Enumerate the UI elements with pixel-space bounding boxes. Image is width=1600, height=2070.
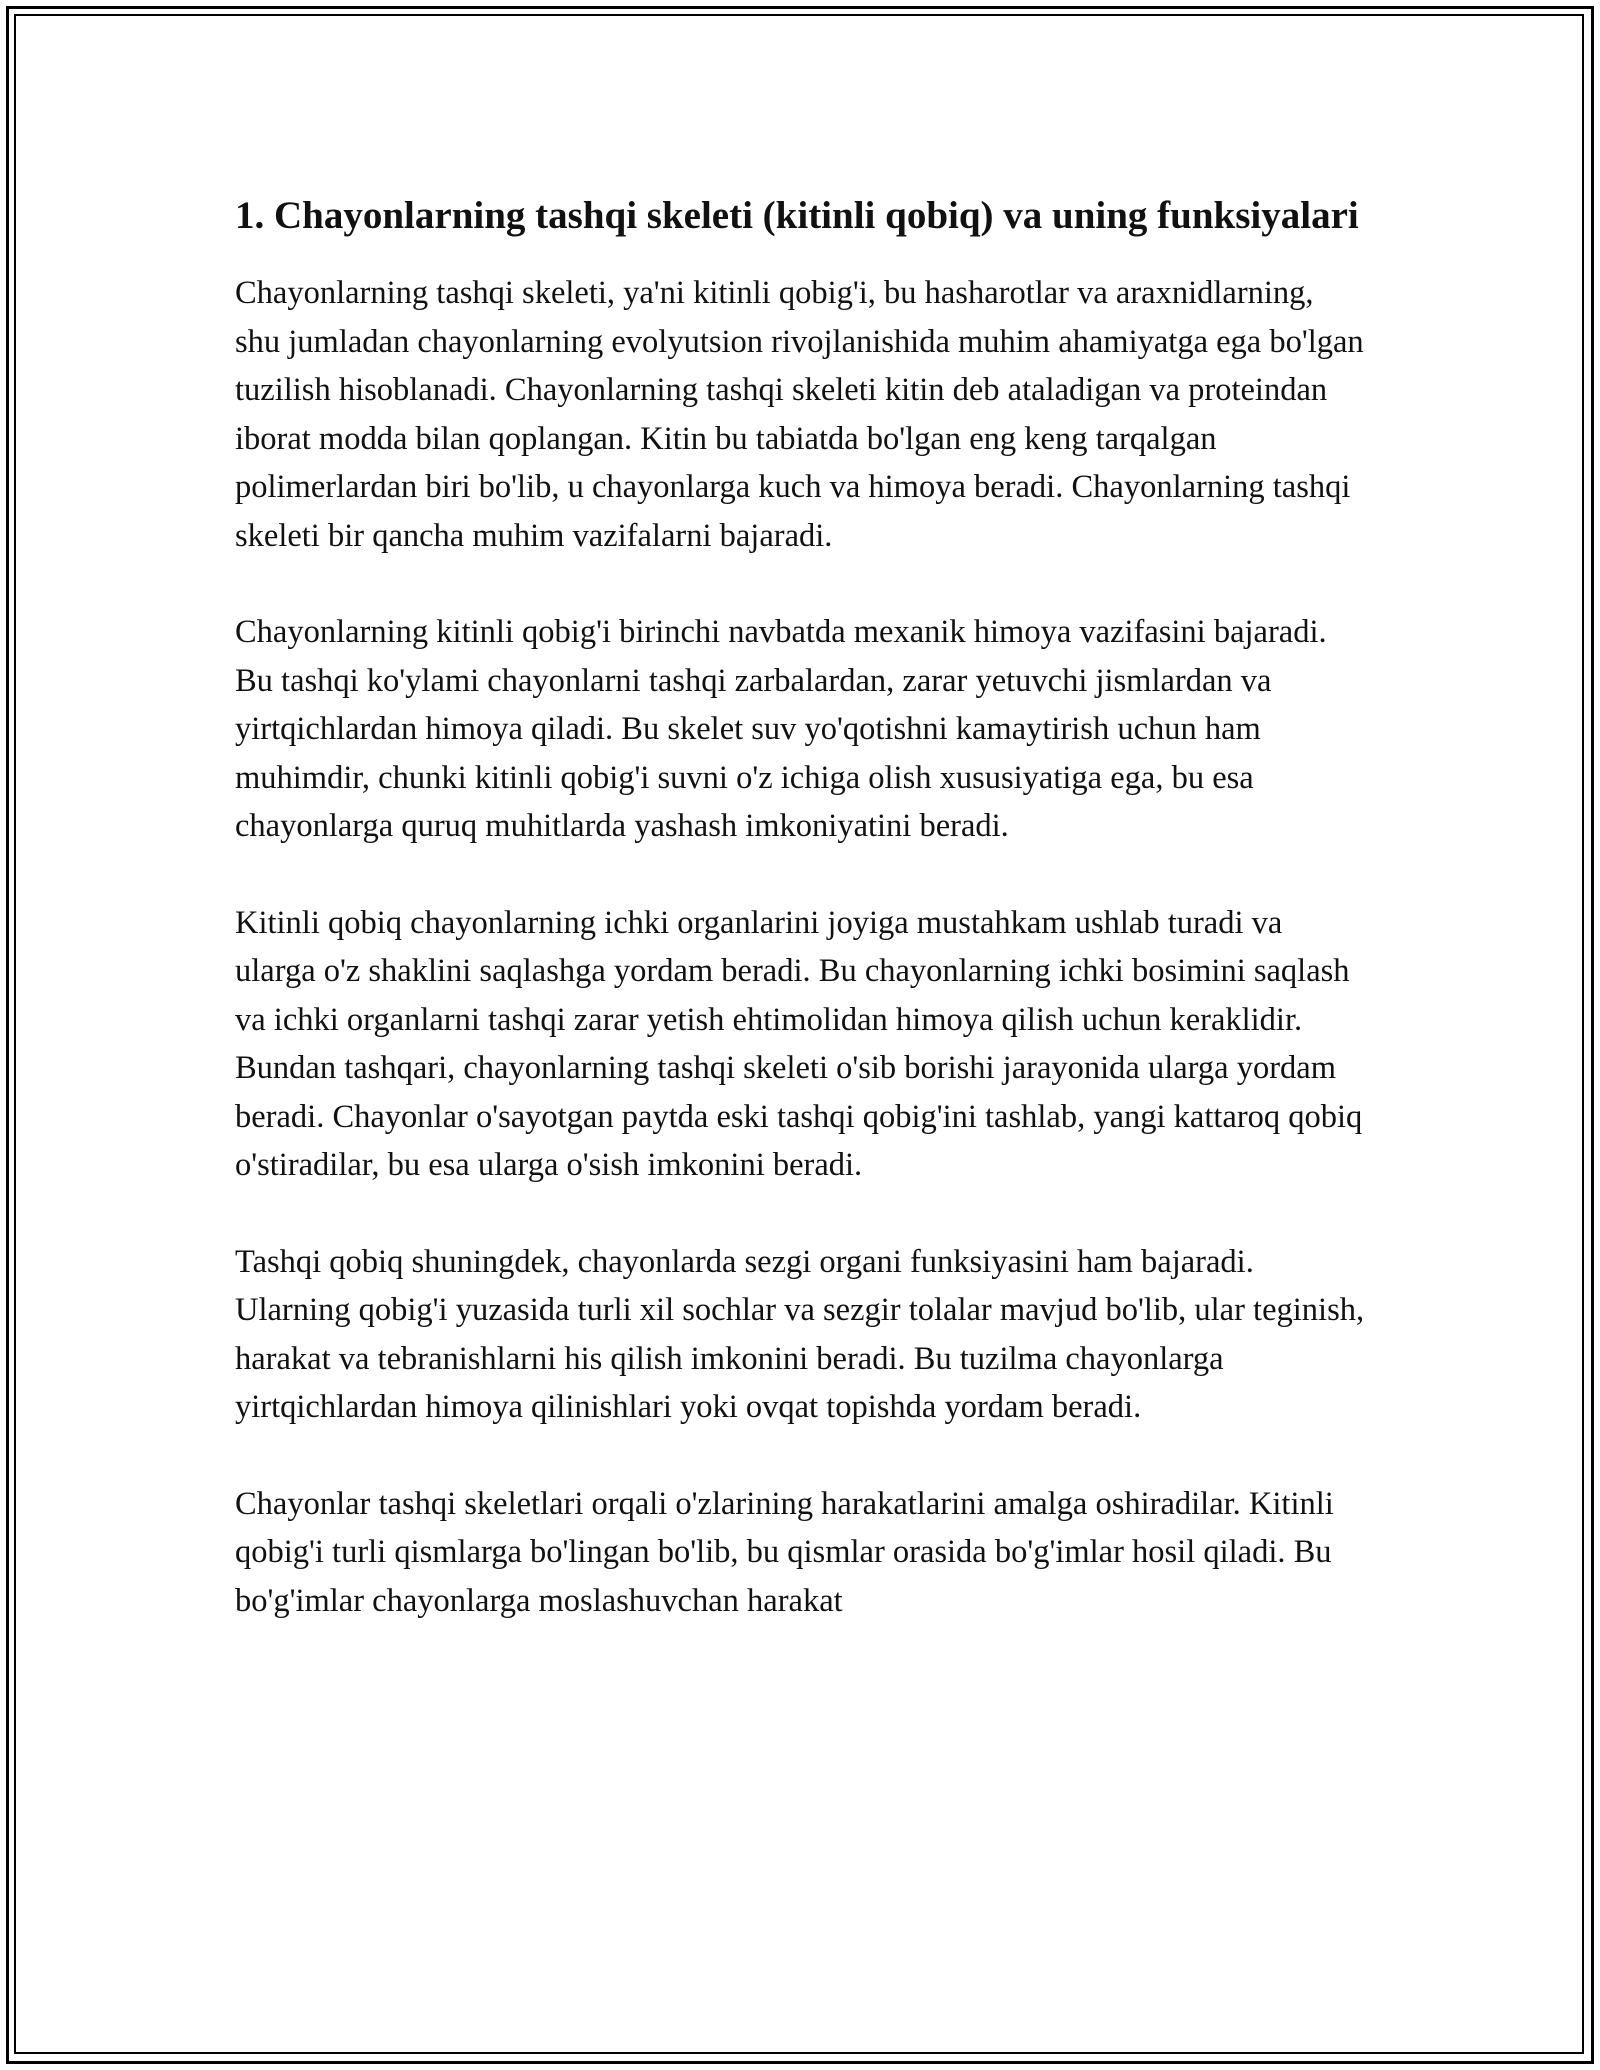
document-body (235, 188, 1365, 1673)
paragraph-3: Kitinli qobiq chayonlarning ichki organlarini joyiga mustahkam ushlab turadi va ularga o'z shaklini saqlashga yordam beradi. Bu chayonlarning ichki bosimini saqlash va ichki organlarni tashqi zarar yetish ehtimolidan himoya qilish uchun keraklidir. Bundan tashqari, chayonlarning tashqi skeleti o'sib borishi jarayonida ularga yordam beradi. Chayonlar o'sayotgan paytda eski tashqi qobig'ini tashlab, yangi kattaroq qobiq o'stiradilar, bu esa ularga o'sish imkonini beradi. (235, 904, 1363, 1183)
paragraph-4: Tashqi qobiq shuningdek, chayonlarda sezgi organi funksiyasini ham bajaradi. Ularning qobig'i yuzasida turli xil sochlar va sezgir tolalar mavjud bo'lib, ular teginish, harakat va tebranishlarni his qilish imkonini beradi. Bu tuzilma chayonlarga yirtqichlardan himoya qilinishlari yoki ovqat topishda yordam beradi. (235, 1243, 1365, 1425)
paragraph-1: Chayonlarning tashqi skeleti, ya'ni kitinli qobig'i, bu hasharotlar va araxnidlarning, shu jumladan chayonlarning evolyutsion rivojlanishida muhim ahamiyatga ega bo'lgan tuzilish hisoblanadi. Chayonlarning tashqi skeleti kitin deb ataladigan va proteindan iborat modda bilan qoplangan. Kitin bu tabiatda bo'lgan eng keng tarqalgan polimerlardan biri bo'lib, u chayonlarga kuch va himoya beradi. Chayonlarning tashqi skeleti bir qancha muhim vazifalarni bajaradi. (235, 275, 1364, 554)
paragraph-5: Chayonlar tashqi skeletlari orqali o'zlarining harakatlarini amalga oshiradilar. Kitinli qobig'i turli qismlarga bo'lingan bo'lib, bu qismlar orasida bo'g'imlar hosil qiladi. Bu bo'g'imlar chayonlarga moslashuvchan harakat (235, 1485, 1334, 1619)
section-heading: 1. Chayonlarning tashqi skeleti (kitinli qobiq) va uning funksiyalari (235, 194, 1359, 237)
paragraph-2: Chayonlarning kitinli qobig'i birinchi navbatda mexanik himoya vazifasini bajaradi. Bu tashqi ko'ylami chayonlarni tashqi zarbalardan, zarar yetuvchi jismlardan va yirtqichlardan himoya qiladi. Bu skelet suv yo'qotishni kamaytirish uchun ham muhimdir, chunki kitinli qobig'i suvni o'z ichiga olish xususiyatiga ega, bu esa chayonlarga quruq muhitlarda yashash imkoniyatini beradi. (235, 614, 1327, 844)
